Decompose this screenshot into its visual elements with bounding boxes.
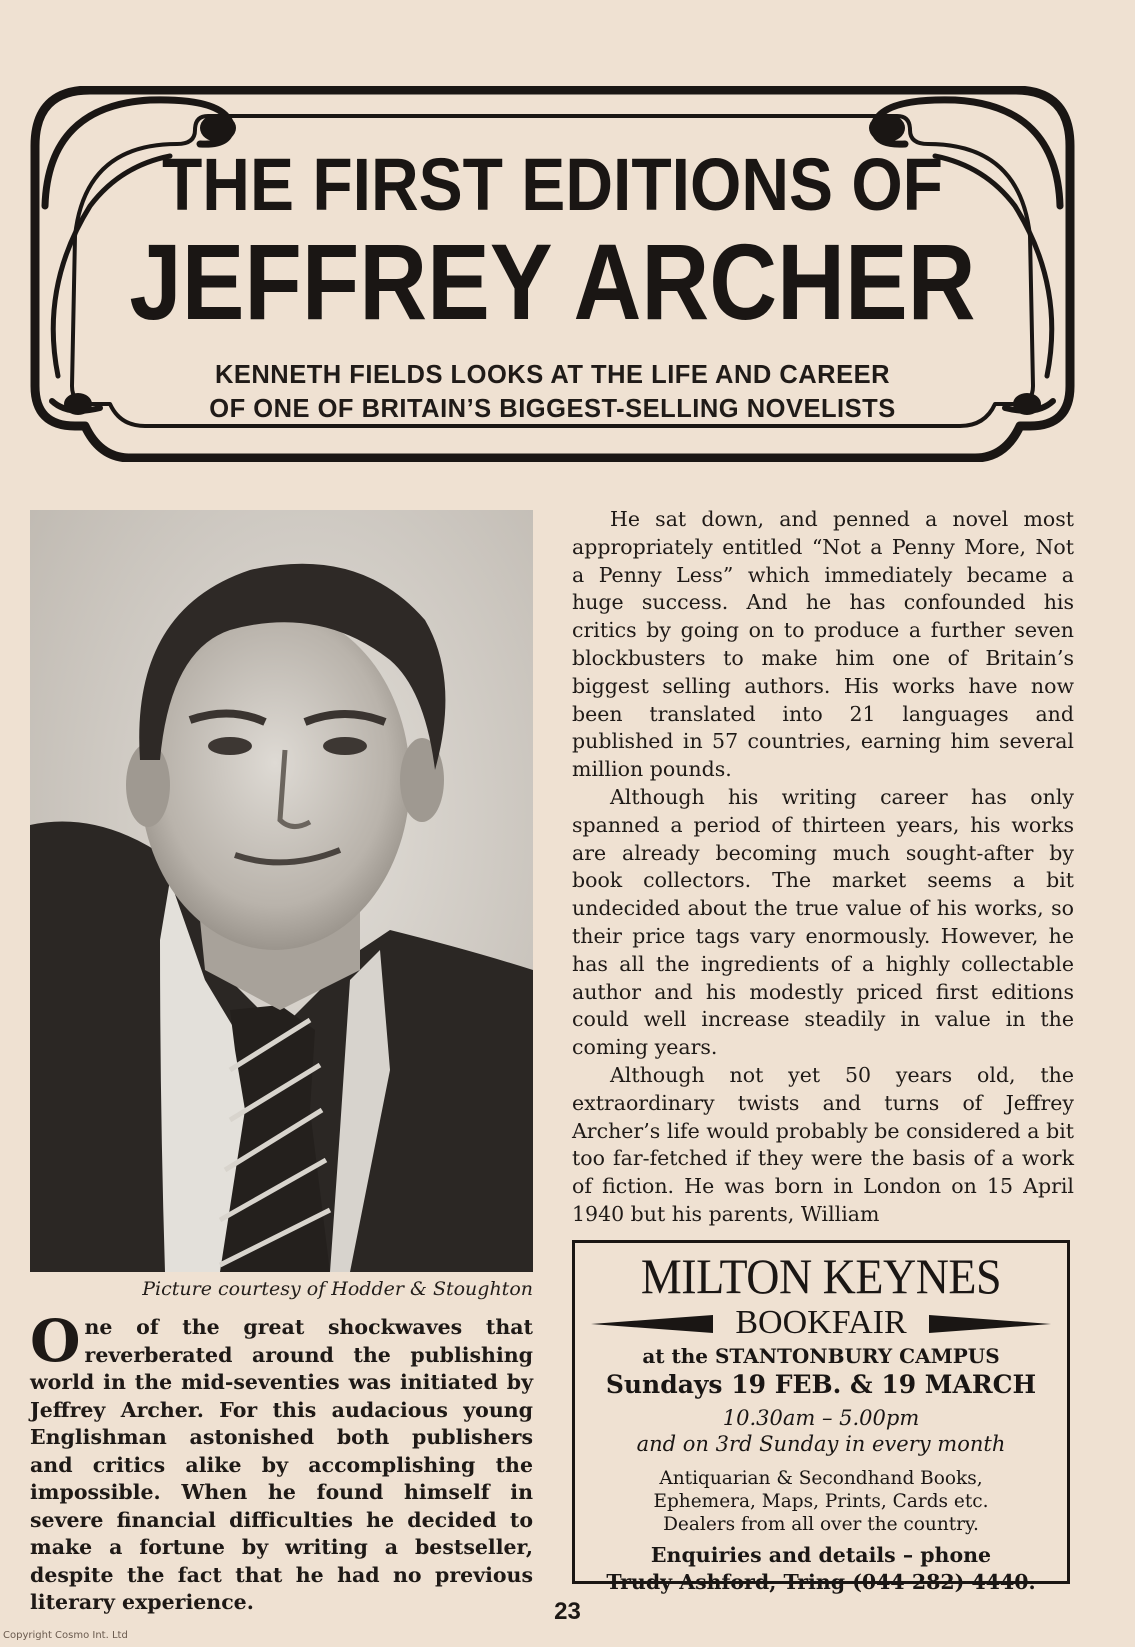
- header-banner: [30, 86, 1075, 462]
- body-paragraph-1: He sat down, and penned a novel most appropriately entitled “Not a Penny More, Not a Penny Less” which immediately became a huge success. And he has confounded his critics by going on to produce a further seven blockbusters to make him one of Britain’s biggest selling authors. His works have now been translated into 21 languages and published in 57 countries, earning him several million pounds.: [572, 507, 1074, 782]
- standfirst: [30, 358, 1075, 426]
- ad-contact-line: Trudy Ashford, Tring (044 282) 4440.: [606, 1570, 1036, 1594]
- ad-enquiries: [575, 1542, 1067, 1596]
- lede-text: ne of the great shockwaves that reverberated around the publishing world in the mid-seventies was initiated by Jeffrey Archer. For this audacious young Englishman astonished both publishers and critics alike by accomplishing the impossible. When he found himself in severe financial difficulties he decided to make a fortune by writing a bestseller, despite the fact that he had no previous literary experience.: [30, 1315, 533, 1614]
- ad-title: MILTON KEYNES: [640, 1248, 1002, 1304]
- article-lede: [30, 1307, 533, 1617]
- ad-bookfair: BOOKFAIR: [735, 1304, 907, 1341]
- headline-line-1: THE FIRST EDITIONS OF: [161, 142, 943, 226]
- portrait-illustration: [30, 510, 533, 1272]
- bookfair-advertisement: [572, 1240, 1070, 1594]
- ad-recurring: and on 3rd Sunday in every month: [636, 1432, 1006, 1456]
- ad-times: [575, 1405, 1067, 1457]
- ad-dates: Sundays 19 FEB. & 19 MARCH: [605, 1370, 1037, 1399]
- copyright-notice: Copyright Cosmo Int. Ltd: [3, 1630, 128, 1641]
- headline-line-2: JEFFREY ARCHER: [129, 221, 976, 342]
- article-body-column: [572, 506, 1074, 1229]
- body-paragraph-2: Although his writing career has only spanned a period of thirteen years, his works are already becoming much sought-after by book collectors. The market seems a bit undecided about the true value of his works, so their price tags vary enormously. However, he has all the ingredients of a highly collectable author and his modestly priced first editions could well increase steadily in value in the coming years.: [572, 784, 1074, 1060]
- photo-caption: Picture courtesy of Hodder & Stoughton: [142, 1278, 533, 1300]
- body-paragraph-3: Although not yet 50 years old, the extraordinary twists and turns of Jeffrey Archer’s life would probably be considered a bit too far-fetched if they were the basis of a work of fiction. He was born in London on 15 April 1940 but his parents, William: [572, 1062, 1074, 1226]
- standfirst-line-1: KENNETH FIELDS LOOKS AT THE LIFE AND CAREER: [214, 361, 891, 389]
- drop-cap: O: [30, 1307, 81, 1375]
- ad-enquiries-line: Enquiries and details – phone: [650, 1543, 992, 1567]
- ad-desc-line-2: Ephemera, Maps, Prints, Cards etc.: [653, 1491, 989, 1512]
- author-portrait-photo: [30, 510, 533, 1272]
- standfirst-line-2: OF ONE OF BRITAIN’S BIGGEST-SELLING NOVELISTS: [209, 395, 896, 423]
- ad-hours: 10.30am – 5.00pm: [722, 1406, 920, 1430]
- left-arrow-ornament: [591, 1315, 713, 1333]
- page-number: 23: [554, 1598, 581, 1625]
- right-arrow-ornament: [929, 1315, 1051, 1333]
- ad-bookfair-row: [575, 1303, 1067, 1343]
- ad-venue: at the STANTONBURY CAMPUS: [642, 1344, 1000, 1368]
- ad-desc-line-1: Antiquarian & Secondhand Books,: [659, 1468, 983, 1489]
- ad-desc-line-3: Dealers from all over the country.: [663, 1514, 979, 1535]
- ad-description: [575, 1467, 1067, 1536]
